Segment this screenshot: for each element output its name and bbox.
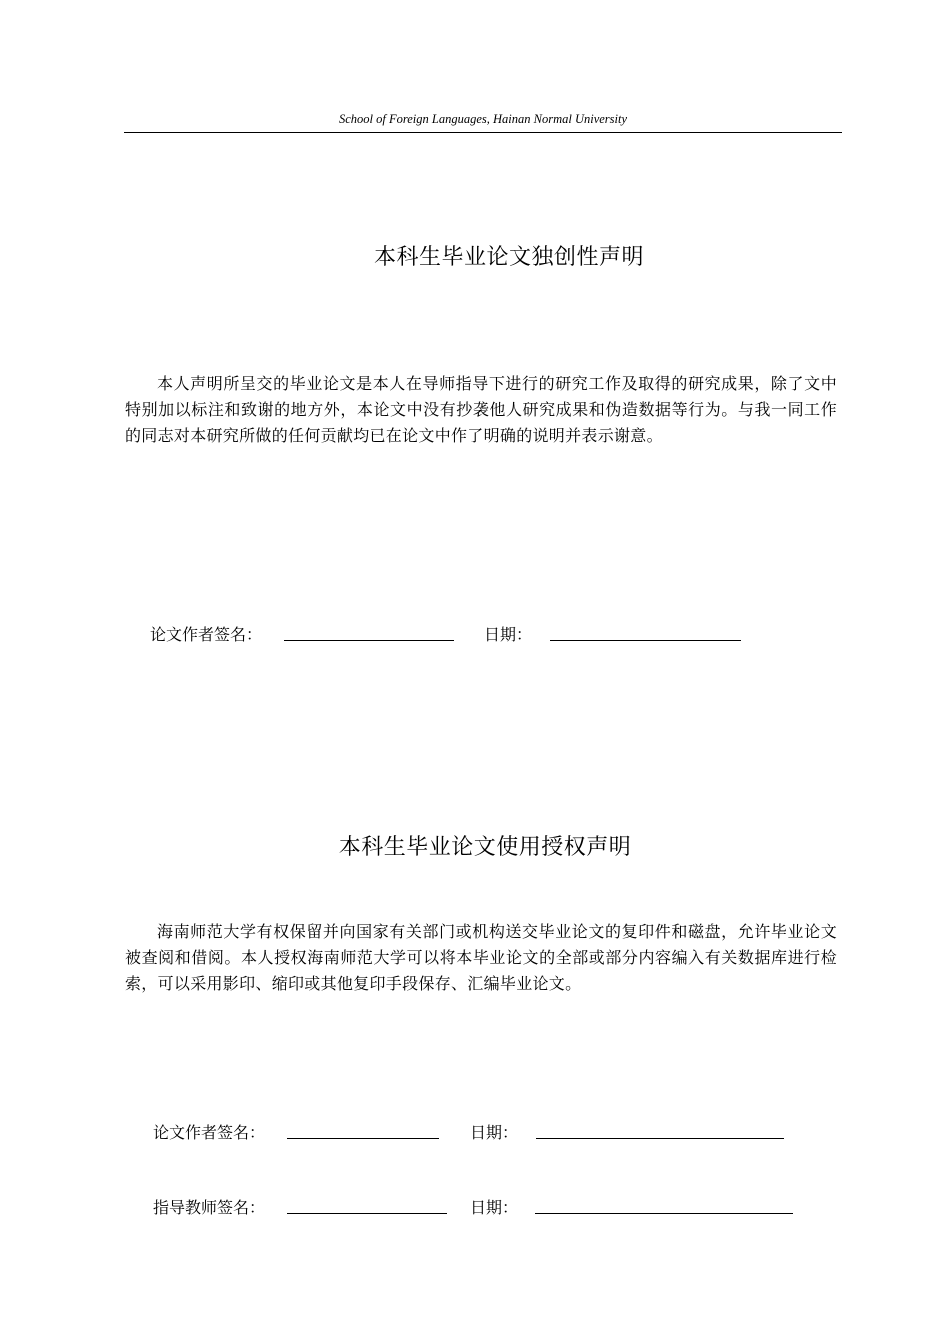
originality-date-line[interactable] — [550, 640, 741, 641]
originality-date-label: 日期： — [484, 625, 533, 644]
advisor-date-label: 日期： — [470, 1198, 519, 1217]
originality-body: 本人声明所呈交的毕业论文是本人在导师指导下进行的研究工作及取得的研究成果，除了文中特别加以标注和致谢的地方外，本论文中没有抄袭他人研究成果和伪造数据等行为。与我一同工作的同志对本研究所做的任何贡献均已在论文中作了明确的说明并表示谢意。 — [125, 374, 837, 445]
authorization-author-date-line[interactable] — [536, 1138, 784, 1139]
advisor-date-line[interactable] — [535, 1213, 793, 1214]
originality-title: 本科生毕业论文独创性声明 — [373, 245, 644, 270]
page-header: School of Foreign Languages, Hainan Normal University — [338, 112, 628, 126]
originality-author-sign-label: 论文作者签名： — [150, 625, 263, 644]
advisor-sign-line[interactable] — [287, 1213, 447, 1214]
authorization-author-sign-label: 论文作者签名： — [153, 1123, 266, 1142]
header-divider — [124, 132, 842, 133]
advisor-sign-label: 指导教师签名： — [153, 1198, 266, 1217]
authorization-body: 海南师范大学有权保留并向国家有关部门或机构送交毕业论文的复印件和磁盘，允许毕业论文被查阅和借阅。本人授权海南师范大学可以将本毕业论文的全部或部分内容编入有关数据库进行检索，可以采用影印、缩印或其他复印手段保存、汇编毕业论文。 — [125, 922, 837, 993]
authorization-author-date-label: 日期： — [470, 1123, 519, 1142]
originality-author-sign-line[interactable] — [284, 640, 454, 641]
authorization-author-sign-line[interactable] — [287, 1138, 439, 1139]
authorization-title: 本科生毕业论文使用授权声明 — [338, 835, 632, 860]
